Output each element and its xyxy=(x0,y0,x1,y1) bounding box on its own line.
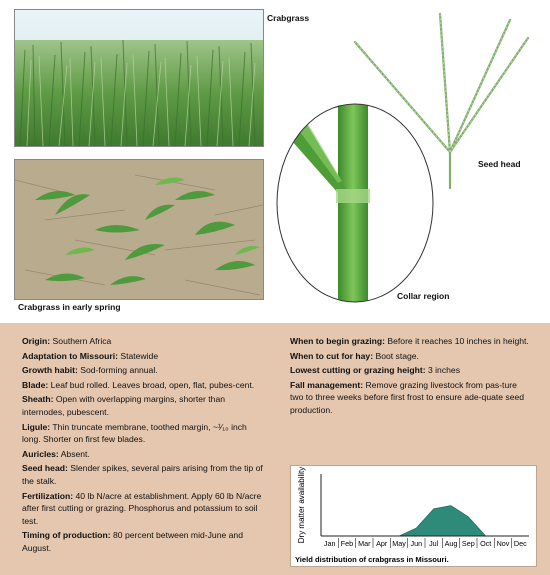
characteristic-item-text: Slender spikes, several pairs arising from the tip of the stalk. xyxy=(22,463,263,486)
yield-chart-box xyxy=(290,465,537,567)
management-item xyxy=(290,350,530,363)
characteristic-item-label: Growth habit: xyxy=(22,365,78,376)
characteristic-item xyxy=(22,529,267,554)
characteristic-item-label: Origin: xyxy=(22,336,51,346)
management-item xyxy=(290,364,530,377)
characteristic-item xyxy=(22,490,267,528)
yield-distribution-chart xyxy=(291,466,536,566)
early-spring-caption: Crabgrass in early spring xyxy=(18,302,121,312)
characteristic-item xyxy=(22,335,267,348)
management-item-label: Lowest cutting or grazing height: xyxy=(290,365,426,376)
characteristic-item xyxy=(22,421,267,446)
management-item-text: Boot stage. xyxy=(373,350,419,361)
characteristic-item-text: Statewide xyxy=(117,350,159,361)
month-label: Oct xyxy=(480,539,492,548)
crabgrass-field-photo xyxy=(14,9,264,147)
month-label: Jul xyxy=(429,539,439,548)
management-item xyxy=(290,335,530,348)
seed-head-caption: Seed head xyxy=(478,159,521,169)
yield-area xyxy=(330,506,521,536)
management-item-text: Remove grazing livestock from pas-ture two to three weeks before first frost to ensure ade-quate seed production. xyxy=(290,379,525,415)
characteristic-item-text: Leaf bud rolled. Leaves broad, open, flat, pubes-cent. xyxy=(48,379,255,390)
crabgrass-caption: Crabgrass xyxy=(267,13,310,23)
month-label: Apr xyxy=(376,539,388,548)
characteristic-item-text: 80 percent between mid-June and August. xyxy=(22,530,243,553)
management-item xyxy=(290,379,530,417)
month-label: Jun xyxy=(410,539,423,548)
management-item-label: When to begin grazing: xyxy=(290,336,385,346)
characteristic-item-text: Open with overlapping margins, shorter than internodes, pubescent. xyxy=(22,394,226,417)
month-label: Sep xyxy=(461,539,475,548)
early-spring-photo xyxy=(14,159,264,300)
characteristic-item-text: Absent. xyxy=(58,448,90,459)
characteristic-item xyxy=(22,379,267,392)
management-item-text: 3 inches xyxy=(425,365,460,376)
characteristic-item-label: Sheath: xyxy=(22,394,54,405)
characteristic-item-label: Auricles: xyxy=(22,448,59,459)
management-right-column xyxy=(290,335,530,419)
characteristic-item xyxy=(22,448,267,461)
characteristic-item-label: Ligule: xyxy=(22,421,51,432)
month-label: Feb xyxy=(340,539,354,548)
characteristic-item-text: Sod-forming annual. xyxy=(77,365,158,376)
management-item-label: When to cut for hay: xyxy=(290,350,374,361)
month-label: Aug xyxy=(444,539,458,548)
characteristic-item-text: Thin truncate membrane, toothed margin, ~¹⁄₁₀ inch long. Shorter on first few blades. xyxy=(22,421,247,445)
chart-title: Yield distribution of crabgrass in Missouri. xyxy=(295,555,449,564)
y-axis-label: Dry matter availability xyxy=(297,466,306,544)
characteristic-item xyxy=(22,350,267,363)
characteristic-item-label: Timing of production: xyxy=(22,530,111,541)
characteristic-item-label: Fertilization: xyxy=(22,490,74,501)
month-label: Mar xyxy=(358,539,371,548)
characteristic-item xyxy=(22,393,267,418)
characteristic-item-label: Adaptation to Missouri: xyxy=(22,350,118,361)
month-label: Nov xyxy=(496,539,510,548)
characteristic-item-text: 40 lb N/acre at establishment. Apply 60 lb N/acre after first cutting or grazing. Phosphorus and potassium to soil test. xyxy=(22,490,262,526)
management-item-label: Fall management: xyxy=(290,379,364,390)
management-item-text: Before it reaches 10 inches in height. xyxy=(385,336,529,346)
characteristic-item xyxy=(22,364,267,377)
month-label: Dec xyxy=(513,539,527,548)
characteristic-item-label: Seed head: xyxy=(22,463,68,474)
characteristic-item xyxy=(22,462,267,487)
characteristic-item-text: Southern Africa xyxy=(50,336,112,346)
characteristic-item-label: Blade: xyxy=(22,379,49,390)
characteristics-left-column xyxy=(22,335,267,557)
month-label: May xyxy=(392,539,406,548)
collar-region-caption: Collar region xyxy=(397,291,450,301)
month-label: Jan xyxy=(323,539,336,548)
